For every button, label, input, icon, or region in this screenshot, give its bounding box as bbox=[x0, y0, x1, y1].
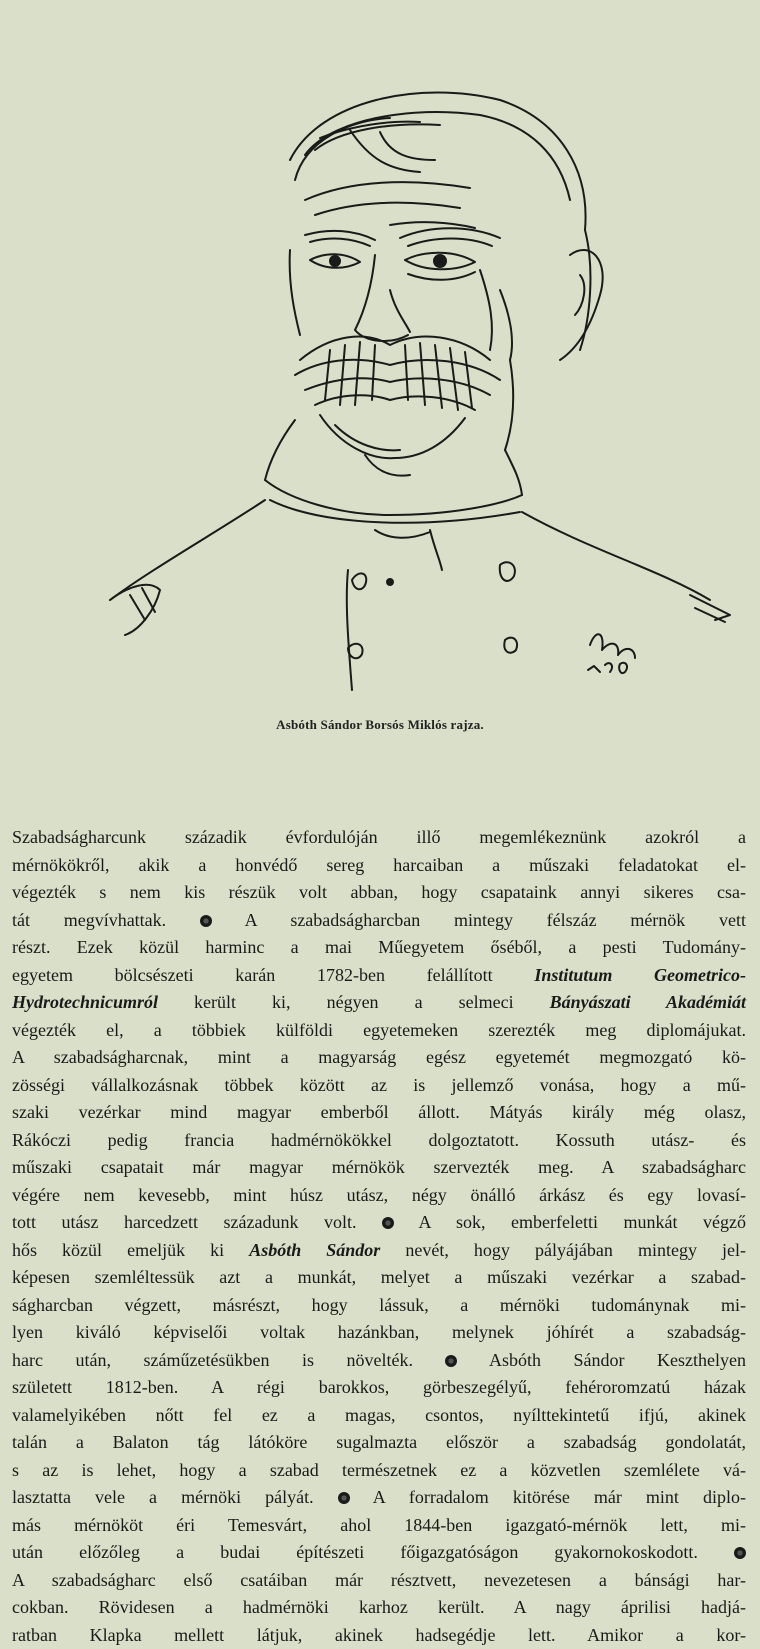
article-line: ratban Klapka mellett látjuk, akinek hadsegédje lett. Amikor a kor- bbox=[12, 1622, 746, 1649]
article-line: műszaki csapatait már magyar mérnökök szervezték meg. A szabadságharc bbox=[12, 1154, 746, 1182]
article-line: A szabadságharc első csatáiban már résztvett, nevezetesen a bánsági har- bbox=[12, 1567, 746, 1595]
article-line: talán a Balaton tág látóköre sugalmazta először a szabadság gondolatát, bbox=[12, 1429, 746, 1457]
bullet-icon bbox=[382, 1217, 394, 1229]
article-body bbox=[12, 824, 746, 1649]
article-line: ságharcban végzett, másrészt, hogy lássuk, a mérnöki tudománynak mi- bbox=[12, 1292, 746, 1320]
article-line: más mérnököt éri Temesvárt, ahol 1844-ben igazgató-mérnök lett, mi- bbox=[12, 1512, 746, 1540]
article-line: hős közül emeljük ki Asbóth Sándor nevét, hogy pályájában mintegy jel- bbox=[12, 1237, 746, 1265]
bullet-icon bbox=[734, 1547, 746, 1559]
article-line: egyetem bölcsészeti karán 1782-ben felállított Institutum Geometrico- bbox=[12, 962, 746, 990]
article-line: cokban. Rövidesen a hadmérnöki karhoz került. A nagy áprilisi hadjá- bbox=[12, 1594, 746, 1622]
article-line: Szabadságharcunk századik évfordulóján illő megemlékeznünk azokról a bbox=[12, 824, 746, 852]
article-line: szaki vezérkar mind magyar emberből állott. Mátyás király még olasz, bbox=[12, 1099, 746, 1127]
article-line: tát megvívhattak. A szabadságharcban mintegy félszáz mérnök vett bbox=[12, 907, 746, 935]
bullet-icon bbox=[200, 915, 212, 927]
article-line: harc után, száműzetésükben is növelték. Asbóth Sándor Keszthelyen bbox=[12, 1347, 746, 1375]
article-line: valamelyikében nőtt fel ez a magas, csontos, nyílttekintetű ifjú, akinek bbox=[12, 1402, 746, 1430]
article-line: Hydrotechnicumról került ki, négyen a selmeci Bányászati Akadémiát bbox=[12, 989, 746, 1017]
portrait-illustration bbox=[90, 60, 750, 710]
article-line: képesen szemléltessük azt a munkát, melyet a műszaki vezérkar a szabad- bbox=[12, 1264, 746, 1292]
article-line: született 1812-ben. A régi barokkos, görbeszegélyű, fehéroromzatú házak bbox=[12, 1374, 746, 1402]
article-line: lasztatta vele a mérnöki pályát. A forradalom kitörése már mint diplo- bbox=[12, 1484, 746, 1512]
article-line: végére nem kevesebb, mint húsz utász, négy önálló árkász és egy lovasí- bbox=[12, 1182, 746, 1210]
article-line: lyen kiváló képviselői voltak hazánkban, melynek jóhírét a szabadság- bbox=[12, 1319, 746, 1347]
article-line: A szabadságharcnak, mint a magyarság egész egyetemét megmozgató kö- bbox=[12, 1044, 746, 1072]
article-line: részt. Ezek közül harminc a mai Műegyetem őséből, a pesti Tudomány- bbox=[12, 934, 746, 962]
article-line: után előzőleg a budai építészeti főigazgatóságon gyakornokoskodott. bbox=[12, 1539, 746, 1567]
illustration-caption: Asbóth Sándor Borsós Miklós rajza. bbox=[0, 717, 760, 733]
article-line: Rákóczi pedig francia hadmérnökökkel dolgoztatott. Kossuth utász- és bbox=[12, 1127, 746, 1155]
bullet-icon bbox=[445, 1355, 457, 1367]
article-line: végezték s nem kis részük volt abban, hogy csapataink annyi sikeres csa- bbox=[12, 879, 746, 907]
article-line: tott utász harcedzett századunk volt. A sok, emberfeletti munkát végző bbox=[12, 1209, 746, 1237]
bullet-icon bbox=[338, 1492, 350, 1504]
article-line: s az is lehet, hogy a szabad természetnek ez a közvetlen szemlélete vá- bbox=[12, 1457, 746, 1485]
article-line: végezték el, a többiek külföldi egyetemeken szerezték meg diplomájukat. bbox=[12, 1017, 746, 1045]
article-line: mérnökökről, akik a honvédő sereg harcaiban a műszaki feladatokat el- bbox=[12, 852, 746, 880]
article-line: zösségi vállalkozásnak többek között az is jellemző vonása, hogy a mű- bbox=[12, 1072, 746, 1100]
